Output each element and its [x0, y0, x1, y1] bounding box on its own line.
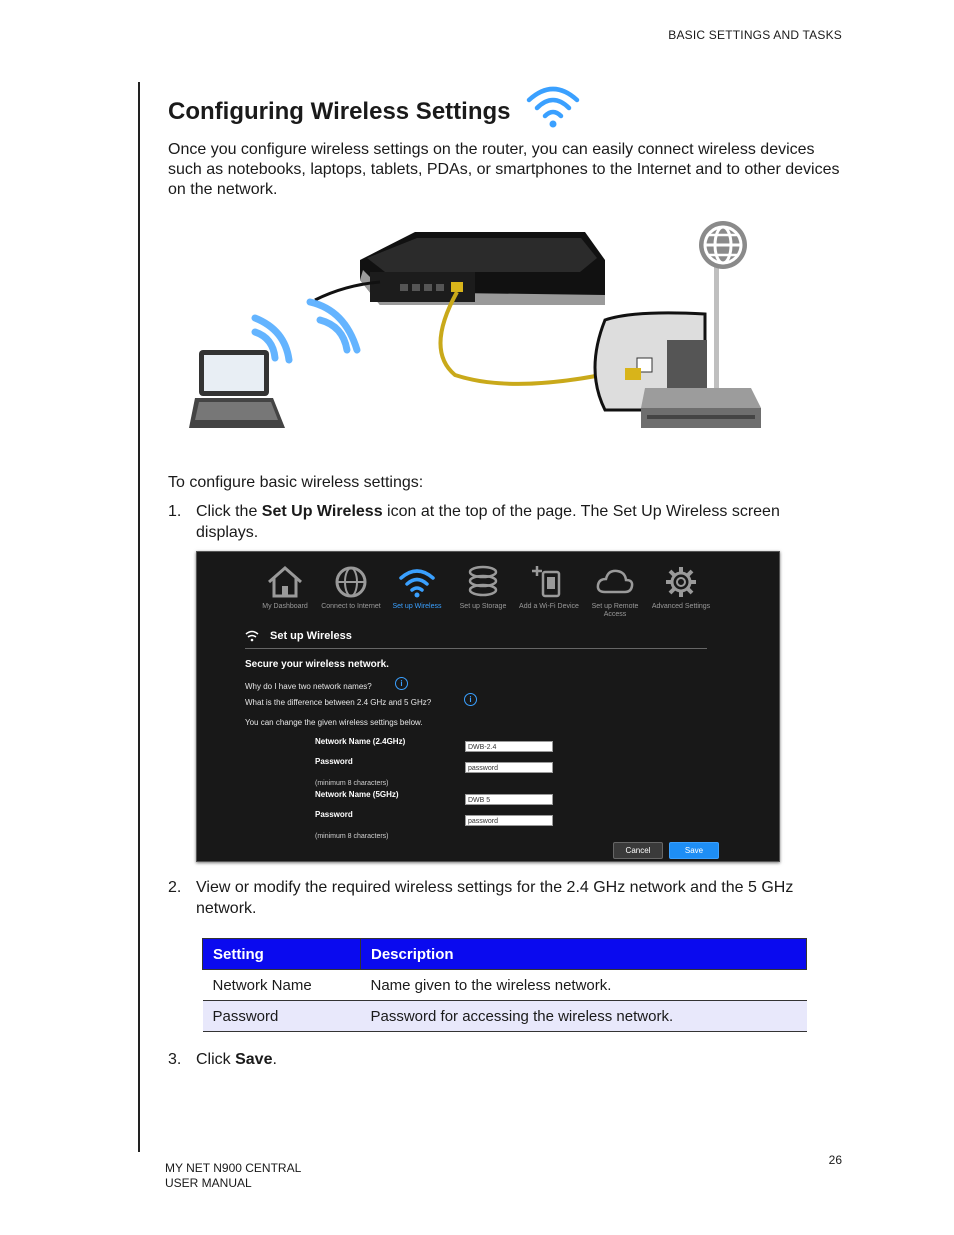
secure-heading: Secure your wireless network.	[245, 659, 389, 670]
network-diagram-illustration	[185, 210, 765, 435]
router-image	[360, 232, 605, 305]
table-row	[203, 1001, 807, 1032]
nav-label: Connect to Internet	[321, 603, 381, 610]
nav-set-up-storage[interactable]	[450, 564, 516, 611]
footer-doc-type: USER MANUAL	[165, 1176, 252, 1190]
page-title: Configuring Wireless Settings	[168, 98, 511, 125]
change-note: You can change the given wireless settings below.	[245, 718, 423, 727]
info-icon[interactable]: i	[464, 693, 477, 706]
margin-rule	[138, 82, 140, 1152]
page-number: 26	[828, 1153, 842, 1167]
footer	[165, 1161, 301, 1191]
table-cell: Name given to the wireless network.	[361, 970, 807, 1001]
laptop-image	[189, 350, 285, 428]
cancel-button[interactable]: Cancel	[613, 842, 663, 859]
wifi-icon	[525, 84, 581, 130]
settings-table	[202, 938, 807, 1032]
password-24-label: Password	[315, 757, 353, 766]
steps-intro: To configure basic wireless settings:	[168, 474, 424, 491]
nav-label: Add a Wi-Fi Device	[519, 603, 579, 610]
step-emphasis: Save	[235, 1051, 273, 1068]
intro-paragraph: Once you configure wireless settings on the router, you can easily connect wireless devices such as notebooks, laptops, tablets, PDAs, or smartphones to the Internet and to other devices on the network.	[168, 141, 840, 198]
globe-icon	[331, 564, 371, 600]
network-name-5-label: Network Name (5GHz)	[315, 790, 399, 799]
nav-label: Set up Wireless	[392, 603, 442, 610]
password-5-input[interactable]: password	[465, 815, 553, 826]
nav-label: Set up Storage	[459, 603, 507, 610]
nav-connect-internet[interactable]	[318, 564, 384, 611]
step-number: 1.	[168, 503, 182, 520]
gear-icon	[661, 564, 701, 600]
column-header: Description	[361, 939, 807, 970]
modem-image	[641, 388, 761, 428]
network-name-24-label: Network Name (2.4GHz)	[315, 737, 406, 746]
nav-label: Advanced Settings	[651, 603, 711, 610]
nav-set-up-wireless[interactable]	[384, 564, 450, 611]
password-24-input[interactable]: password	[465, 762, 553, 773]
table-header-row	[203, 939, 807, 970]
network-name-24-input[interactable]: DWB-2.4	[465, 741, 553, 752]
nav-label: My Dashboard	[262, 603, 308, 610]
storage-icon	[463, 564, 503, 600]
step-emphasis: Set Up Wireless	[261, 503, 383, 520]
info-icon[interactable]: i	[395, 677, 408, 690]
save-button[interactable]: Save	[669, 842, 719, 859]
running-header: BASIC SETTINGS AND TASKS	[668, 28, 842, 42]
nav-my-dashboard[interactable]	[252, 564, 318, 611]
table-cell: Password	[203, 1001, 361, 1032]
faq-two-network-names[interactable]: Why do I have two network names?	[245, 682, 372, 691]
password-hint: (minimum 8 characters)	[315, 780, 389, 787]
footer-product: MY NET N900 CENTRAL	[165, 1161, 302, 1175]
globe-icon	[699, 221, 747, 269]
nav-advanced-settings[interactable]	[648, 564, 714, 611]
cloud-icon	[595, 564, 635, 600]
step-text: Click	[196, 1051, 236, 1068]
nav-set-up-remote-access[interactable]	[582, 564, 648, 619]
step-text: icon at the top of the page. The Set Up Wireless screen displays.	[196, 503, 780, 541]
step-number: 3.	[168, 1051, 182, 1068]
step-text: Click the	[196, 503, 262, 520]
top-nav	[252, 564, 722, 620]
faq-band-difference[interactable]: What is the difference between 2.4 GHz and 5 GHz?	[245, 698, 432, 707]
setup-wireless-screenshot	[196, 551, 780, 862]
section-title: Set up Wireless	[270, 630, 352, 642]
password-5-label: Password	[315, 810, 353, 819]
table-cell: Network Name	[203, 970, 361, 1001]
step-text: .	[272, 1051, 277, 1068]
network-name-5-input[interactable]: DWB 5	[465, 794, 553, 805]
wifi-icon	[245, 630, 259, 642]
step-number: 2.	[168, 879, 182, 896]
wifi-icon	[397, 564, 437, 600]
nav-label: Set up Remote Access	[591, 603, 639, 618]
table-cell: Password for accessing the wireless network.	[361, 1001, 807, 1032]
step-text: View or modify the required wireless settings for the 2.4 GHz network and the 5 GHz network.	[196, 879, 794, 917]
house-icon	[265, 564, 305, 600]
password-hint: (minimum 8 characters)	[315, 833, 389, 840]
divider	[245, 648, 707, 649]
table-row	[203, 970, 807, 1001]
nav-add-wifi-device[interactable]	[516, 564, 582, 611]
column-header: Setting	[203, 939, 361, 970]
add-device-icon	[529, 564, 569, 600]
